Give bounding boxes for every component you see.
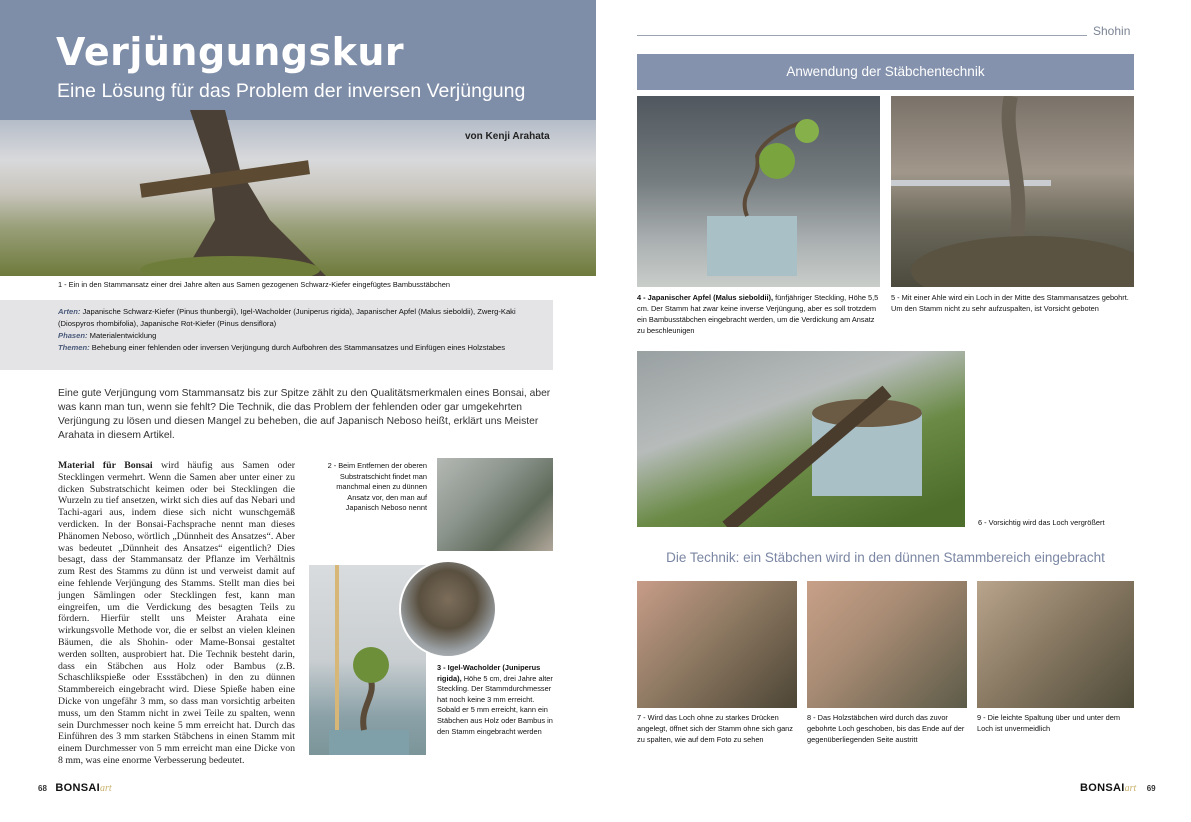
technik-heading: Die Technik: ein Stäbchen wird in den dünnen Stammbereich eingebracht [666,550,1105,565]
brand-logo-left-art: art [99,783,112,794]
caption-3 [437,663,553,737]
page-number-right: 69 [1146,784,1156,793]
caption-7: 7 - Wird das Loch ohne zu starkes Drücken angelegt, öffnet sich der Stamm ohne sich ganz zu spalten, wie auf dem Foto zu sehen [637,713,793,744]
page-number-left: 68 [38,784,47,793]
photo-3-detail-circle [399,560,497,658]
brand-logo-left: BONSAI [55,782,100,794]
info-arten-text: Japanische Schwarz-Kiefer (Pinus thunbergii), Igel-Wacholder (Juniperus rigida), Japanischer Apfel (Malus sieboldii), Zwerg-Kaki (Diospyros rhombifolia), Japanische Rot-Kiefer (Pinus densiflora) [58,307,516,328]
header-rule [637,35,1087,36]
info-phasen-text: Materialentwicklung [89,331,157,340]
info-phasen-label: Phasen: [58,331,88,340]
caption-1: 1 - Ein in den Stammansatz einer drei Jahre alten aus Samen gezogenen Schwarz-Kiefer eingefügtes Bambusstäbchen [58,280,450,289]
caption-4-text: fünfjähriger Steckling, Höhe 5,5 cm. Der Stamm hat zwar keine inverse Verjüngung, aber es soll trotzdem ein Bambusstäbchen eingebracht werden, um die Verdickung am Ansatz zu beschleunigen [637,293,879,335]
body-paragraph: wird häufig aus Samen oder Stecklingen vermehrt. Wenn die Samen aber unter einer zu dicken Substratschicht keimen oder bei Stecklingen die Wurzeln zu tief ansetzen, wirkt sich dies auf das Nebari und Tachi-agari aus, indem diese sich nicht wunschgemäß verdicken. In der Bonsai-Fachsprache nennt man dieses Phänomen Neboso, wörtlich „Dünnheit des Ansatzes“. Aber was bedeutet „Dünnheit des Ansatzes“ eigentlich? Dies besagt, dass der Stammansatz der Pflanze im Verhältnis zum Rest des Stamms zu dünn ist und verweist damit auf eine fehlende Verjüngung des Stamms. Stellt man dies bei jungen Sämlingen oder Stecklingen fest, kann man eingreifen, um die Verdickung des besagten Teils zu fördern. Hierfür stellt uns Meister Arahata eine wirkungsvolle Methode vor, die er selbst an vielen kleinen Bäumen, die als Shohin- oder Mame-Bonsai gestaltet werden sollten, ausprobiert hat. Die Technik besteht darin, dass ein Stäbchen aus Holz oder Bambus (z.B. Schaschlikspieße oder Essstäbchen) in den zu dünnen Stammbereich eingebracht wird. Diese Spieße haben eine Dicke von ungefähr 3 mm, so dass man vorsichtig arbeiten muss, um den Stamm nicht in zwei Teile zu spalten, wenn sein Durchmesser noch keine 5 mm erreicht hat. Durch das Einführen des 3 mm starken Stäbchens in einen Stamm mit einem Durchmesser von 5 mm erreicht man eine Dicke von 8 mm, was eine enorme Verbesserung bedeutet. [58,460,295,766]
info-arten-label: Arten: [58,307,81,316]
left-footer [38,778,112,796]
caption-6: 6 - Vorsichtig wird das Loch vergrößert [978,518,1105,527]
photo-9 [977,581,1134,708]
info-box-text [58,306,548,354]
caption-8: 8 - Das Holzstäbchen wird durch das zuvor gebohrte Loch geschoben, bis das Ende auf der gegenüberliegenden Seite austritt [807,713,965,744]
photo-2-neboso [437,458,553,551]
info-themen-text: Behebung einer fehlenden oder inversen Verjüngung durch Aufbohren des Stammansatzes und Einfügen eines Holzstabes [91,343,506,352]
caption-5: 5 - Mit einer Ahle wird ein Loch in der Mitte des Stammansatzes gebohrt. Um den Stamm nicht zu sehr aufzuspalten, ist Vorsicht geboten [891,293,1129,313]
author-byline: von Kenji Arahata [465,131,550,142]
caption-4-lead: 4 - Japanischer Apfel (Malus sieboldii), [637,293,774,302]
right-footer [1080,778,1156,796]
article-title: Verjüngungskur [56,30,405,74]
photo-7 [637,581,797,708]
body-text [58,460,295,767]
caption-3-text: Höhe 5 cm, drei Jahre alter Steckling. Der Stammdurchmesser hat noch keine 3 mm erreicht. Sobald er 5 mm erreicht, kann ein Stäbchen aus Holz oder Bambus in den Stamm eingebracht werden [437,673,553,736]
brand-logo-right-art: art [1124,783,1137,794]
body-lead: Material für Bonsai [58,460,153,471]
photo-4-malus [637,96,880,287]
caption-3-lead: 3 - Igel-Wacholder (Juniperus rigida), [437,663,541,683]
caption-9: 9 - Die leichte Spaltung über und unter dem Loch ist unvermeidlich [977,713,1120,733]
section-banner-title: Anwendung der Stäbchentechnik [786,64,985,79]
brand-logo-right: BONSAI [1080,782,1125,794]
section-label: Shohin [1093,24,1131,38]
enlarging-hole-illustration [637,351,965,527]
trunk-with-bamboo-stick-illustration [120,110,330,276]
photo-6-enlarging-hole [637,351,965,527]
article-subtitle: Eine Lösung für das Problem der inversen Verjüngung [57,80,526,102]
caption-2: 2 - Beim Entfernen der oberen Substratschicht findet man manchmal einen zu dünnen Ansatz vor, den man auf Japanisch Neboso nennt [327,461,427,513]
malus-illustration [637,96,880,287]
awl-illustration [891,96,1134,287]
info-themen-label: Themen: [58,343,90,352]
caption-4 [637,292,880,336]
photo-8 [807,581,967,708]
photo-5-awl [891,96,1134,287]
intro-paragraph: Eine gute Verjüngung vom Stammansatz bis zur Spitze zählt zu den Qualitätsmerkmalen eines Bonsai, aber was kann man tun, wenn sie fehlt? Die Technik, die das Problem der fehlenden oder gar umgekehrten Verjüngung zu lösen und diesen Mangel zu beheben, die auf Japanisch Neboso heißt, erklärt uns Meister Arahata in diesem Artikel. [58,388,551,441]
